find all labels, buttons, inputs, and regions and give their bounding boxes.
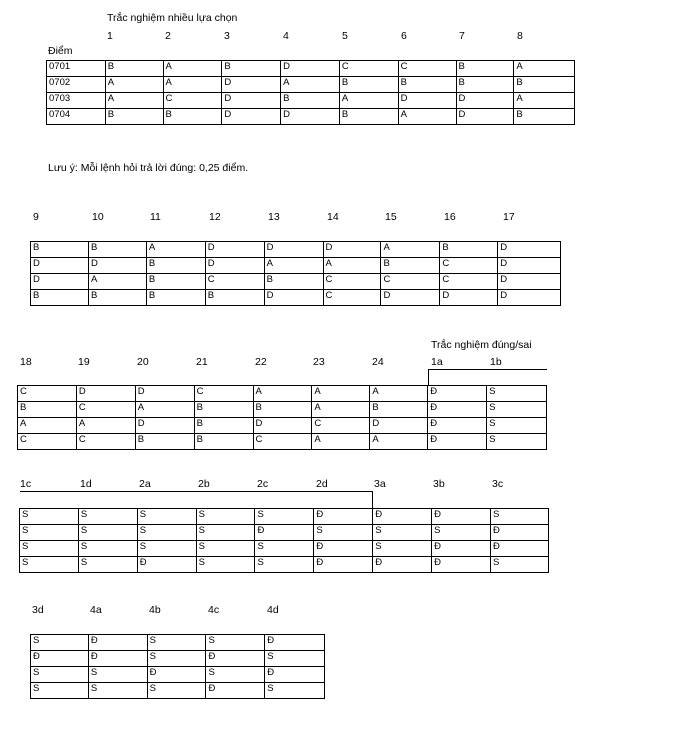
true-false-divider-horizontal	[428, 369, 547, 370]
column-header: 10	[92, 211, 104, 223]
answer-cell: C	[312, 418, 370, 434]
answer-cell: D	[222, 93, 281, 109]
table-row	[31, 667, 325, 683]
column-header: 2c	[257, 478, 269, 490]
table-row	[31, 651, 325, 667]
answer-cell: A	[514, 93, 575, 109]
answer-cell: D	[498, 242, 561, 258]
answer-cell: Đ	[265, 635, 325, 651]
column-header: 13	[268, 211, 280, 223]
column-header: 4c	[208, 604, 220, 616]
block4-divider-horizontal	[20, 491, 373, 492]
answer-cell: D	[498, 258, 561, 274]
answer-cell: D	[370, 418, 428, 434]
answer-cell: S	[147, 683, 206, 699]
answer-cell: D	[205, 242, 264, 258]
column-header: 21	[196, 356, 208, 368]
answer-cell: S	[20, 557, 79, 573]
answer-cell: S	[487, 434, 547, 450]
answer-cell: B	[88, 242, 146, 258]
block3-answer-table	[17, 385, 547, 450]
answer-cell: Đ	[265, 667, 325, 683]
answer-cell: B	[194, 434, 253, 450]
table-row	[31, 290, 561, 306]
answer-cell: S	[373, 525, 432, 541]
answer-cell: A	[312, 402, 370, 418]
true-false-section-title: Trắc nghiệm đúng/sai	[431, 339, 532, 351]
table-row	[18, 434, 547, 450]
table-row	[47, 93, 575, 109]
answer-cell: B	[163, 109, 222, 125]
column-header: 3a	[374, 478, 386, 490]
answer-cell: A	[135, 402, 194, 418]
answer-cell: D	[498, 290, 561, 306]
answer-cell: B	[105, 61, 163, 77]
answer-cell: A	[163, 77, 222, 93]
answer-cell: C	[323, 290, 381, 306]
answer-cell: D	[88, 258, 146, 274]
answer-cell: Đ	[491, 541, 549, 557]
answer-cell: A	[105, 77, 163, 93]
answer-cell: C	[194, 386, 253, 402]
answer-cell: S	[20, 525, 79, 541]
answer-cell: A	[312, 386, 370, 402]
answer-cell: S	[265, 651, 325, 667]
table-row	[18, 386, 547, 402]
answer-cell: B	[31, 290, 89, 306]
answer-cell: C	[440, 258, 498, 274]
answer-cell: Đ	[314, 541, 373, 557]
answer-cell: D	[135, 386, 194, 402]
answer-cell: D	[31, 258, 89, 274]
answer-cell: B	[264, 274, 323, 290]
answer-cell: A	[281, 77, 340, 93]
answer-cell: Đ	[314, 509, 373, 525]
column-header: 16	[444, 211, 456, 223]
table-row	[47, 61, 575, 77]
answer-cell: S	[31, 667, 89, 683]
answer-cell: S	[196, 541, 255, 557]
column-header: 5	[342, 30, 348, 42]
answer-cell: S	[137, 541, 196, 557]
block2-answer-table	[30, 241, 561, 306]
column-header: 3	[224, 30, 230, 42]
answer-cell: S	[20, 509, 79, 525]
answer-cell: Đ	[373, 557, 432, 573]
table-row	[31, 274, 561, 290]
exam-code-cell: 0703	[47, 93, 106, 109]
column-header: 4	[283, 30, 289, 42]
answer-cell: A	[18, 418, 77, 434]
answer-cell: C	[205, 274, 264, 290]
answer-cell: A	[88, 274, 146, 290]
answer-cell: S	[206, 635, 265, 651]
answer-cell: S	[78, 541, 137, 557]
answer-cell: B	[105, 109, 163, 125]
column-header: 23	[313, 356, 325, 368]
answer-cell: S	[196, 509, 255, 525]
exam-code-cell: 0704	[47, 109, 106, 125]
column-header: 3b	[433, 478, 445, 490]
answer-cell: S	[78, 509, 137, 525]
table-row	[31, 258, 561, 274]
answer-cell: A	[253, 386, 312, 402]
answer-cell: B	[146, 290, 205, 306]
answer-cell: C	[398, 61, 456, 77]
answer-cell: D	[456, 109, 514, 125]
table-row	[20, 557, 549, 573]
answer-cell: B	[370, 402, 428, 418]
answer-cell: S	[78, 525, 137, 541]
answer-cell: D	[456, 93, 514, 109]
column-header: 9	[33, 211, 39, 223]
answer-cell: Đ	[432, 509, 491, 525]
answer-cell: Đ	[432, 541, 491, 557]
answer-cell: A	[398, 109, 456, 125]
answer-cell: C	[76, 402, 135, 418]
answer-cell: D	[135, 418, 194, 434]
answer-cell: A	[323, 258, 381, 274]
column-header: 17	[503, 211, 515, 223]
answer-cell: C	[18, 434, 77, 450]
answer-cell: B	[440, 242, 498, 258]
answer-cell: C	[381, 274, 440, 290]
answer-cell: D	[31, 274, 89, 290]
answer-cell: S	[373, 541, 432, 557]
column-header: 18	[20, 356, 32, 368]
answer-cell: B	[381, 258, 440, 274]
answer-cell: S	[78, 557, 137, 573]
answer-cell: S	[88, 667, 147, 683]
column-header: 24	[372, 356, 384, 368]
scoring-note: Lưu ý: Mỗi lệnh hỏi trả lời đúng: 0,25 điểm.	[48, 162, 249, 174]
answer-cell: C	[440, 274, 498, 290]
table-row	[20, 525, 549, 541]
answer-cell: B	[135, 434, 194, 450]
answer-cell: B	[194, 402, 253, 418]
answer-cell: S	[137, 525, 196, 541]
true-false-divider-vertical	[428, 369, 429, 385]
answer-cell: D	[264, 290, 323, 306]
answer-cell: B	[194, 418, 253, 434]
column-header: 2d	[316, 478, 328, 490]
table-row	[47, 77, 575, 93]
answer-cell: S	[196, 557, 255, 573]
column-header: 3d	[32, 604, 44, 616]
answer-cell: Đ	[206, 683, 265, 699]
answer-cell: D	[440, 290, 498, 306]
column-header: 6	[401, 30, 407, 42]
answer-cell: A	[312, 434, 370, 450]
answer-cell: A	[76, 418, 135, 434]
answer-cell: Đ	[428, 402, 487, 418]
column-header: 4a	[90, 604, 102, 616]
answer-cell: A	[514, 61, 575, 77]
answer-cell: Đ	[428, 386, 487, 402]
answer-cell: S	[88, 683, 147, 699]
answer-cell: Đ	[31, 651, 89, 667]
column-header: 1d	[80, 478, 92, 490]
answer-cell: Đ	[206, 651, 265, 667]
answer-cell: S	[255, 557, 314, 573]
table-row	[31, 683, 325, 699]
answer-cell: A	[146, 242, 205, 258]
answer-cell: B	[222, 61, 281, 77]
answer-cell: D	[323, 242, 381, 258]
answer-cell: B	[514, 77, 575, 93]
answer-cell: Đ	[147, 667, 206, 683]
answer-cell: S	[147, 651, 206, 667]
answer-cell: S	[31, 683, 89, 699]
answer-cell: D	[381, 290, 440, 306]
answer-cell: D	[76, 386, 135, 402]
column-header: 3c	[492, 478, 504, 490]
answer-cell: Đ	[373, 509, 432, 525]
column-header: 19	[78, 356, 90, 368]
ma-de-label: Điểm	[48, 45, 73, 57]
answer-cell: S	[491, 509, 549, 525]
table-row	[20, 541, 549, 557]
answer-cell: C	[76, 434, 135, 450]
block4-divider-vertical	[372, 491, 373, 508]
column-header: 1a	[431, 356, 443, 368]
answer-cell: A	[105, 93, 163, 109]
column-header: 1	[107, 30, 113, 42]
answer-cell: Đ	[314, 557, 373, 573]
column-header: 2b	[198, 478, 210, 490]
answer-cell: B	[31, 242, 89, 258]
answer-cell: C	[18, 386, 77, 402]
answer-cell: B	[339, 77, 398, 93]
answer-cell: D	[253, 418, 312, 434]
answer-cell: D	[205, 258, 264, 274]
answer-cell: B	[456, 77, 514, 93]
answer-cell: D	[398, 93, 456, 109]
answer-cell: B	[88, 290, 146, 306]
answer-cell: D	[498, 274, 561, 290]
column-header: 11	[150, 211, 161, 223]
answer-cell: S	[206, 667, 265, 683]
answer-cell: A	[370, 386, 428, 402]
answer-cell: B	[18, 402, 77, 418]
column-header: 22	[255, 356, 267, 368]
table-row	[31, 242, 561, 258]
column-header: 7	[459, 30, 465, 42]
block5-answer-table	[30, 634, 325, 699]
answer-cell: D	[281, 61, 340, 77]
answer-cell: C	[163, 93, 222, 109]
table-row	[20, 509, 549, 525]
answer-cell: C	[339, 61, 398, 77]
answer-cell: S	[487, 418, 547, 434]
answer-cell: S	[20, 541, 79, 557]
mcq-section-title: Trắc nghiệm nhiều lựa chọn	[107, 12, 238, 24]
answer-cell: A	[163, 61, 222, 77]
block4-answer-table	[19, 508, 549, 573]
column-header: 1b	[490, 356, 502, 368]
answer-cell: B	[146, 258, 205, 274]
answer-cell: Đ	[428, 418, 487, 434]
table-row	[31, 635, 325, 651]
answer-cell: A	[381, 242, 440, 258]
answer-cell: D	[222, 109, 281, 125]
answer-cell: S	[487, 402, 547, 418]
answer-cell: S	[147, 635, 206, 651]
column-header: 8	[517, 30, 523, 42]
column-header: 4d	[267, 604, 279, 616]
column-header: 15	[385, 211, 397, 223]
column-header: 20	[137, 356, 149, 368]
exam-code-cell: 0701	[47, 61, 106, 77]
answer-cell: S	[487, 386, 547, 402]
answer-cell: Đ	[88, 651, 147, 667]
answer-cell: Đ	[255, 525, 314, 541]
table-row	[18, 402, 547, 418]
column-header: 12	[209, 211, 221, 223]
answer-cell: D	[264, 242, 323, 258]
column-header: 4b	[149, 604, 161, 616]
answer-cell: B	[398, 77, 456, 93]
block1-answer-table	[46, 60, 575, 125]
answer-cell: S	[314, 525, 373, 541]
column-header: 2a	[139, 478, 151, 490]
answer-cell: B	[146, 274, 205, 290]
answer-cell: Đ	[88, 635, 147, 651]
answer-cell: B	[281, 93, 340, 109]
exam-code-cell: 0702	[47, 77, 106, 93]
answer-cell: Đ	[491, 525, 549, 541]
answer-cell: B	[253, 402, 312, 418]
answer-cell: Đ	[428, 434, 487, 450]
answer-cell: Đ	[432, 557, 491, 573]
answer-cell: B	[456, 61, 514, 77]
answer-cell: B	[339, 109, 398, 125]
answer-cell: C	[323, 274, 381, 290]
answer-cell: S	[137, 509, 196, 525]
answer-cell: D	[222, 77, 281, 93]
answer-cell: S	[255, 541, 314, 557]
answer-cell: Đ	[137, 557, 196, 573]
column-header: 14	[327, 211, 339, 223]
column-header: 2	[165, 30, 171, 42]
answer-cell: S	[196, 525, 255, 541]
answer-cell: A	[339, 93, 398, 109]
answer-cell: A	[370, 434, 428, 450]
answer-cell: C	[253, 434, 312, 450]
answer-cell: S	[31, 635, 89, 651]
answer-cell: S	[265, 683, 325, 699]
answer-cell: D	[281, 109, 340, 125]
answer-cell: S	[432, 525, 491, 541]
answer-cell: B	[205, 290, 264, 306]
answer-cell: S	[491, 557, 549, 573]
answer-cell: S	[255, 509, 314, 525]
table-row	[18, 418, 547, 434]
table-row	[47, 109, 575, 125]
answer-cell: B	[514, 109, 575, 125]
column-header: 1c	[20, 478, 32, 490]
answer-cell: A	[264, 258, 323, 274]
